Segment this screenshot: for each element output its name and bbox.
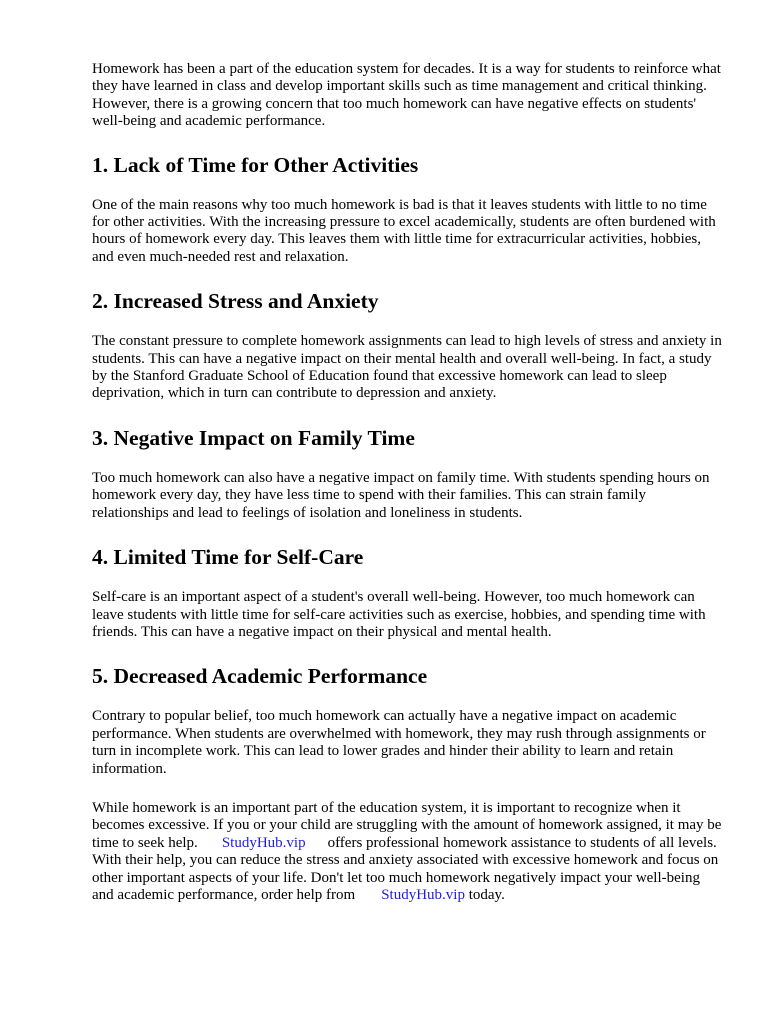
section-heading-3: 3. Negative Impact on Family Time [92, 425, 415, 450]
section-body-4: Self-care is an important aspect of a student's overall well-being. However, too much homework can leave students with little time for self-care activities such as exercise, hobbies, and spending time with friends. This can have a negative impact on their physical and mental health. [92, 589, 706, 640]
studyhub-link-1[interactable]: StudyHub.vip [221, 834, 306, 851]
section-heading-2: 2. Increased Stress and Anxiety [92, 289, 379, 314]
section-heading-4: 4. Limited Time for Self-Care [92, 545, 364, 570]
closing-text-2: offers professional homework assistance to students of all levels. With their help, you can reduce the stress and anxiety associated with excessive homework and focus on other important aspects of your life. Don't let too much homework negatively impact your well-being and academic performance, order help from [92, 834, 719, 903]
closing-paragraph [92, 800, 722, 904]
section-heading-5: 5. Decreased Academic Performance [92, 664, 428, 689]
section-heading-1: 1. Lack of Time for Other Activities [92, 152, 419, 177]
closing-text-3: today. [468, 886, 505, 903]
closing-text-1: While homework is an important part of the education system, it is important to recognize when it becomes excessive. If you or your child are struggling with the amount of homework assigned, it may be time to seek help. [92, 799, 722, 851]
document-page [92, 61, 722, 904]
intro-paragraph: Homework has been a part of the education system for decades. It is a way for students to reinforce what they have learned in class and develop important skills such as time management and critical thinking. However, there is a growing concern that too much homework can have negative effects on students' well-being and academic performance. [92, 61, 721, 130]
section-body-1: One of the main reasons why too much homework is bad is that it leaves students with little to no time for other activities. With the increasing pressure to excel academically, students are often burdened with hours of homework every day. This leaves them with little time for extracurricular activities, hobbies, and even much-needed rest and relaxation. [92, 196, 716, 265]
section-body-5: Contrary to popular belief, too much homework can actually have a negative impact on academic performance. When students are overwhelmed with homework, they may rush through assignments or turn in incomplete work. This can lead to lower grades and hinder their ability to learn and retain information. [92, 708, 706, 777]
studyhub-link-2[interactable]: StudyHub.vip [381, 886, 465, 903]
section-body-3: Too much homework can also have a negative impact on family time. With students spending hours on homework every day, they have less time to spend with their families. This can strain family relationships and lead to feelings of isolation and loneliness in students. [92, 469, 710, 521]
section-body-2: The constant pressure to complete homework assignments can lead to high levels of stress and anxiety in students. This can have a negative impact on their mental health and overall well-being. In fact, a study by the Stanford Graduate School of Education found that excessive homework can lead to sleep deprivation, which in turn can contribute to depression and anxiety. [92, 333, 722, 402]
